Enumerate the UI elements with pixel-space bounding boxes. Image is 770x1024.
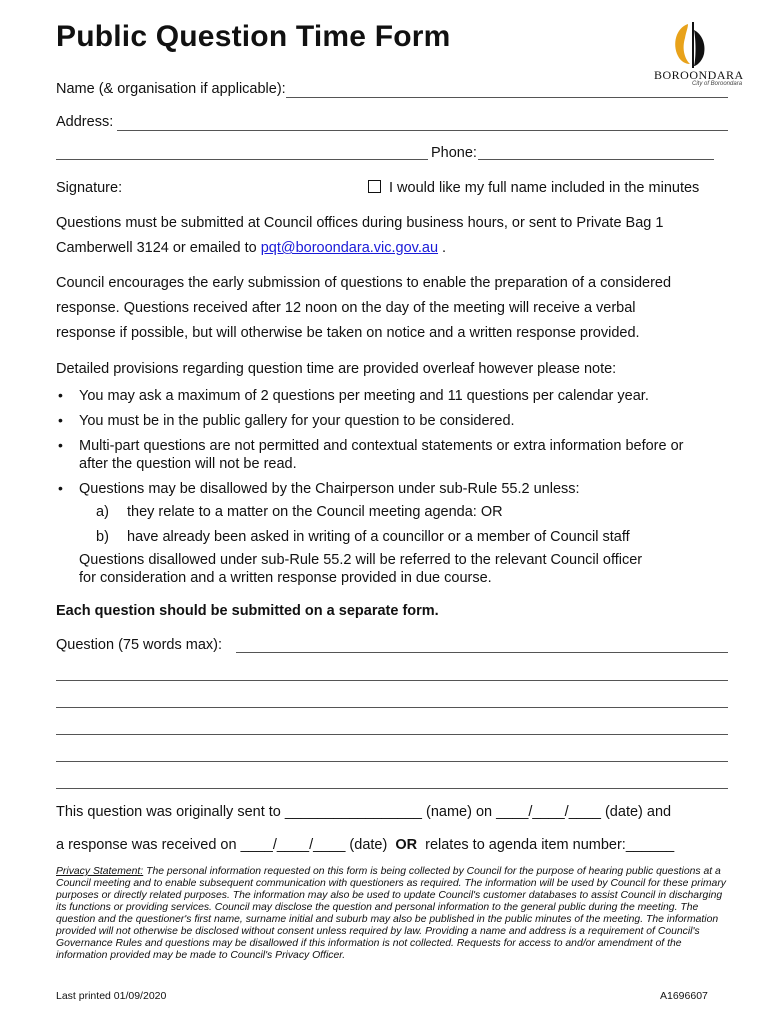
submission-line-2: Camberwell 3124 or emailed to pqt@boroondara.vic.gov.au . <box>56 240 447 256</box>
question-line[interactable] <box>56 734 728 735</box>
email-link[interactable]: pqt@boroondara.vic.gov.au <box>260 240 439 256</box>
origin-line-2: a response was received on ____/____/____ (date) OR relates to agenda item number:______ <box>56 837 675 853</box>
phone-label: Phone: <box>431 145 477 161</box>
boroondara-logo <box>650 18 744 92</box>
provision-item: Multi-part questions are not permitted and contextual statements or extra information before or <box>79 438 684 454</box>
phone-field[interactable] <box>478 159 714 160</box>
name-field[interactable] <box>286 97 728 98</box>
privacy-text: The personal information requested on this form is being collected by Council for the purpose of hearing public questions at a Council meeting and to enable subsequent communication with questioners as required. The information will be used by Council for these primary purposes or directly related purposes. The information may also be used to update Council's customer databases to assist Council in discharging its functions or providing services. Council may disclose the question and personal information to the general public during the meeting. The question and the questioner's first name, surname initial and suburb may also be published in the public minutes of the meeting. The information provided will not otherwise be disclosed without consent unless required by law. Providing a name and address is a requirement of Council's Governance Rules and questions may be disallowed if this information is not collected. Requests for access to and/or amendment of the information provided may be made to Council's Privacy Officer. <box>56 866 726 961</box>
privacy-title: Privacy Statement: <box>56 866 144 877</box>
question-line[interactable] <box>56 707 728 708</box>
separate-form-note: Each question should be submitted on a separate form. <box>56 603 439 619</box>
bullet-icon: • <box>58 412 63 428</box>
provision-item: You may ask a maximum of 2 questions per meeting and 11 questions per calendar year. <box>79 388 649 404</box>
early-submission-paragraph: Council encourages the early submission of questions to enable the preparation of a considered response. Questions received after 12 noon on the day of the meeting will receive a verbal response if possible, but will otherwise be taken on notice and a written response provided. <box>56 275 672 341</box>
provision-item: You must be in the public gallery for your question to be considered. <box>79 413 515 429</box>
question-label: Question (75 words max): <box>56 637 223 653</box>
privacy-statement <box>56 866 728 962</box>
provision-item: Questions may be disallowed by the Chairperson under sub-Rule 55.2 unless: <box>79 481 580 497</box>
sub-item-text: have already been asked in writing of a councillor or a member of Council staff <box>127 529 630 545</box>
referral-line-2: for consideration and a written response provided in due course. <box>79 570 492 586</box>
question-line[interactable] <box>56 788 728 789</box>
origin-line-1: This question was originally sent to _________________ (name) on ____/____/____ (date) and <box>56 804 672 820</box>
address-field-line2[interactable] <box>56 159 428 160</box>
bullet-icon: • <box>58 387 63 403</box>
sub-item-marker: b) <box>96 529 109 545</box>
address-field[interactable] <box>117 130 728 131</box>
document-id: A1696607 <box>660 990 708 1002</box>
question-line[interactable] <box>56 680 728 681</box>
question-line[interactable] <box>56 761 728 762</box>
submission-line-1: Questions must be submitted at Council offices during business hours, or sent to Private Bag 1 <box>56 215 664 231</box>
provisions-heading: Detailed provisions regarding question time are provided overleaf however please note: <box>56 361 617 377</box>
provision-item-continued: after the question will not be read. <box>79 456 297 472</box>
minutes-checkbox-label: I would like my full name included in the minutes <box>389 180 700 196</box>
submission-instructions <box>56 211 726 261</box>
address-label: Address: <box>56 114 114 130</box>
question-line[interactable] <box>236 652 728 653</box>
referral-line-1: Questions disallowed under sub-Rule 55.2 will be referred to the relevant Council officer <box>79 552 643 568</box>
last-printed: Last printed 01/09/2020 <box>56 990 167 1002</box>
bullet-icon: • <box>58 437 63 453</box>
minutes-checkbox[interactable] <box>368 180 381 193</box>
logo-wordmark: BOROONDARA <box>654 68 744 82</box>
signature-label: Signature: <box>56 180 123 196</box>
sub-item-text: they relate to a matter on the Council meeting agenda: OR <box>127 504 503 520</box>
bullet-icon: • <box>58 480 63 496</box>
name-label: Name (& organisation if applicable): <box>56 81 286 97</box>
logo-subtext: City of Boroondara <box>692 81 743 87</box>
sub-item-marker: a) <box>96 504 109 520</box>
or-text: OR <box>395 837 418 853</box>
page-title: Public Question Time Form <box>56 20 451 53</box>
